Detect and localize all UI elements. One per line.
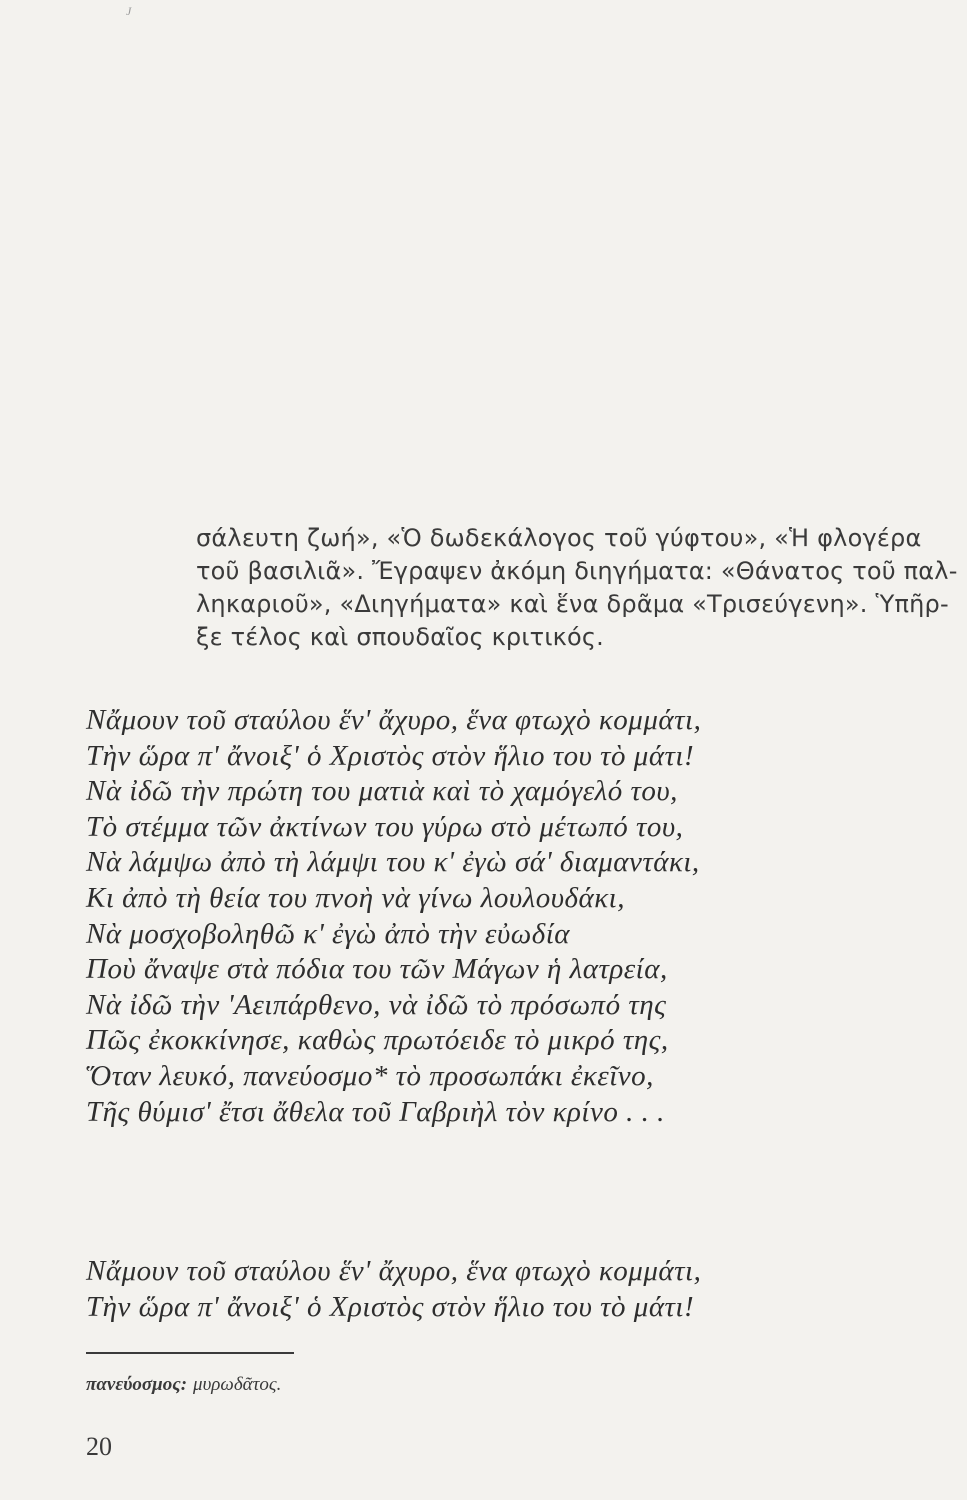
poem-line: Νὰ ἰδῶ τὴν 'Αειπάρθενο, νὰ ἰδῶ τὸ πρόσωπό της: [86, 988, 667, 1021]
refrain-line: Νἄμουν τοῦ σταύλου ἕν' ἄχυρο, ἕνα φτωχὸ κομμάτι,: [86, 1255, 702, 1287]
poem-line: Ποὺ ἄναψε στὰ πόδια του τῶν Μάγων ἡ λατρεία,: [86, 953, 668, 986]
poem-line: Τὸ στέμμα τῶν ἀκτίνων του γύρω στὸ μέτωπό του,: [86, 810, 684, 843]
refrain-line: Τὴν ὥρα π' ἄνοιξ' ὁ Χριστὸς στὸν ἥλιο του τὸ μάτι!: [86, 1290, 695, 1323]
footnote-divider: [86, 1352, 294, 1354]
poem-line: Νὰ λάμψω ἀπὸ τὴ λάμψι του κ' ἐγὼ σά' διαμαντάκι,: [86, 846, 700, 879]
footnote-gloss: μυρωδᾶτος.: [193, 1374, 282, 1395]
poem-refrain: [86, 1254, 926, 1325]
page-number: 20: [86, 1432, 112, 1461]
poem-line: Νἄμουν τοῦ σταύλου ἕν' ἄχυρο, ἕνα φτωχὸ κομμάτι,: [86, 704, 702, 736]
prose-line: ληκαριοῦ», «Διηγήματα» καὶ ἕνα δρᾶμα «Τρισεύγενη». Ὑπῆρ-: [196, 590, 949, 618]
biography-paragraph: [196, 522, 958, 654]
poem-line: Τὴν ὥρα π' ἄνοιξ' ὁ Χριστὸς στὸν ἥλιο του τὸ μάτι!: [86, 739, 695, 772]
footnote-term: πανεύοσμος:: [86, 1374, 188, 1395]
poem-line: Τῆς θύμισ' ἔτσι ἄθελα τοῦ Γαβριὴλ τὸν κρίνο . . .: [86, 1095, 665, 1128]
prose-line: τοῦ βασιλιᾶ». Ἔγραψεν ἀκόμη διηγήματα: «Θάνατος τοῦ παλ-: [196, 557, 958, 585]
poem-stanza: [86, 703, 926, 1130]
footnote: [86, 1374, 281, 1396]
poem-line: Νὰ ἰδῶ τὴν πρώτη του ματιὰ καὶ τὸ χαμόγελό του,: [86, 775, 678, 808]
poem-line: Πῶς ἐκοκκίνησε, καθὼς πρωτόειδε τὸ μικρό της,: [86, 1024, 669, 1057]
poem-line: Ὅταν λευκό, πανεύοσμο* τὸ προσωπάκι ἐκεῖνο,: [86, 1059, 654, 1092]
corner-mark: J: [126, 4, 132, 18]
poem-line: Νὰ μοσχοβοληθῶ κ' ἐγὼ ἀπὸ τὴν εὐωδία: [86, 917, 570, 950]
poem-line: Κι ἀπὸ τὴ θεία του πνοὴ νὰ γίνω λουλουδάκι,: [86, 881, 625, 914]
prose-line: ξε τέλος καὶ σπουδαῖος κριτικός.: [196, 623, 604, 651]
prose-line: σάλευτη ζωή», «Ὁ δωδεκάλογος τοῦ γύφτου», «Ἡ φλογέρα: [196, 524, 922, 552]
